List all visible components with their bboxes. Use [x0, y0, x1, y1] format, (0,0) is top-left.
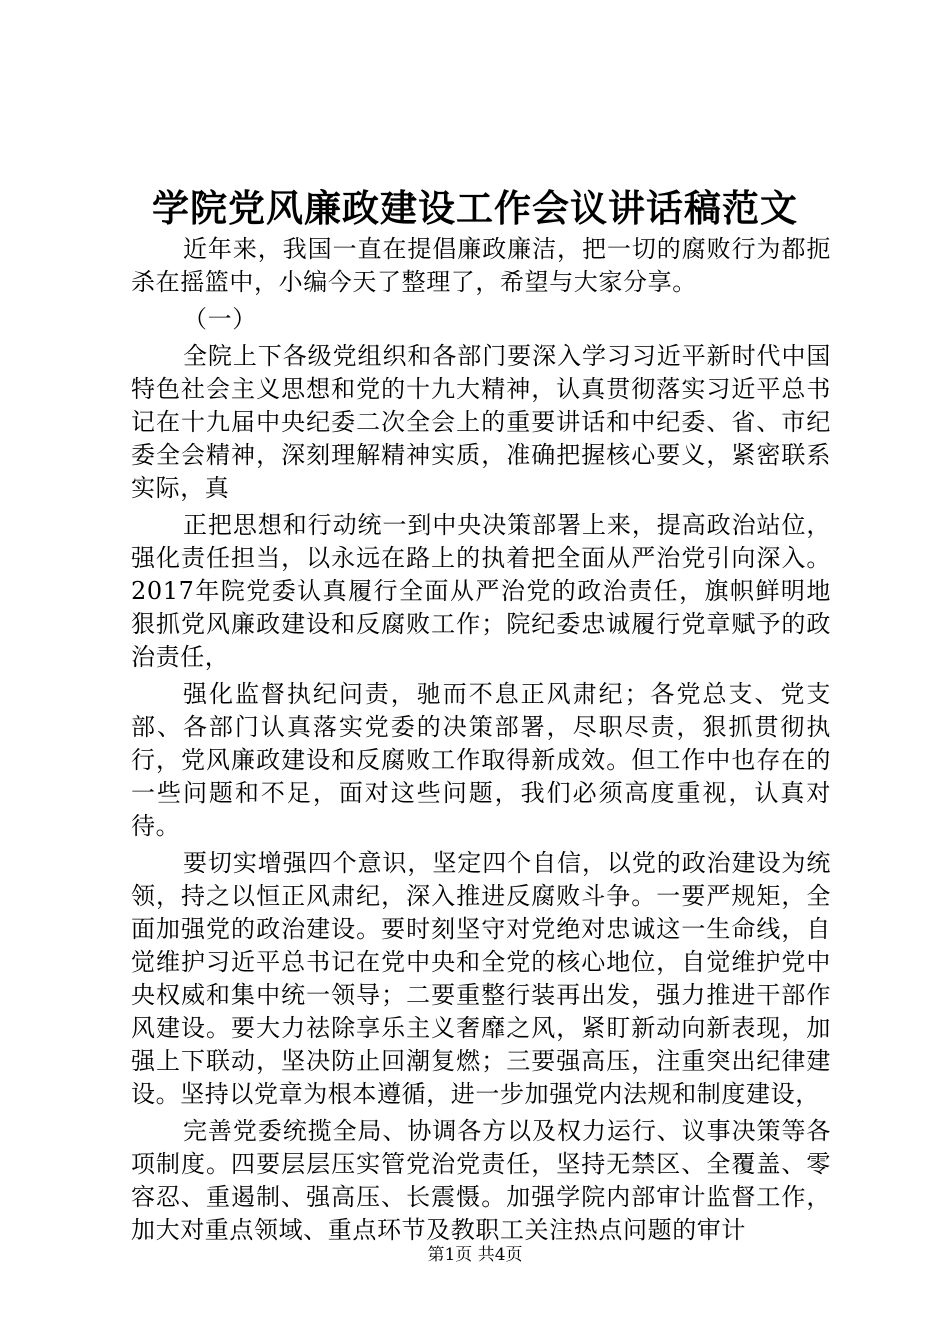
paragraph-5: 完善党委统揽全局、协调各方以及权力运行、议事决策等各项制度。四要层层压实管党治党责任，坚持无禁区、全覆盖、零容忍、重遏制、强高压、长震慑。加强学院内部审计监督工作，加大对重点领域、重点环节及教职工关注热点问题的审计: [131, 1117, 831, 1244]
document-title: 学院党风廉政建设工作会议讲话稿范文: [152, 186, 798, 230]
paragraph-1: 全院上下各级党组织和各部门要深入学习习近平新时代中国特色社会主义思想和党的十九大精神，认真贯彻落实习近平总书记在十九届中央纪委二次全会上的重要讲话和中纪委、省、市纪委全会精神，深刻理解精神实质，准确把握核心要义，紧密联系实际，真: [131, 342, 831, 502]
paragraph-4: 要切实增强四个意识，坚定四个自信，以党的政治建设为统领，持之以恒正风肃纪，深入推进反腐败斗争。一要严规矩，全面加强党的政治建设。要时刻坚守对党绝对忠诚这一生命线，自觉维护习近平总书记在党中央和全党的核心地位，自觉维护党中央权威和集中统一领导；二要重整行装再出发，强力推进干部作风建设。要大力祛除享乐主义奢靡之风，紧盯新动向新表现，加强上下联动，坚决防止回潮复燃；三要强高压，注重突出纪律建设。坚持以党章为根本遵循，进一步加强党内法规和制度建设，: [131, 849, 831, 1108]
page-indicator: 第1页 共4页: [427, 1245, 523, 1265]
paragraph-intro: 近年来，我国一直在提倡廉政廉洁，把一切的腐败行为都扼杀在摇篮中，小编今天了整理了，希望与大家分享。: [131, 235, 831, 296]
document-body: [131, 233, 831, 1251]
paragraph-3: 强化监督执纪问责，驰而不息正风肃纪；各党总支、党支部、各部门认真落实党委的决策部署，尽职尽责，狠抓贯彻执行，党风廉政建设和反腐败工作取得新成效。但工作中也存在的一些问题和不足，面对这些问题，我们必须高度重视，认真对待。: [131, 680, 831, 840]
section-number: （一）: [183, 305, 257, 333]
paragraph-2: 正把思想和行动统一到中央决策部署上来，提高政治站位，强化责任担当，以永远在路上的执着把全面从严治党引向深入。2017年院党委认真履行全面从严治党的政治责任，旗帜鲜明地狠抓党风廉政建设和反腐败工作；院纪委忠诚履行党章赋予的政治责任，: [131, 511, 831, 671]
